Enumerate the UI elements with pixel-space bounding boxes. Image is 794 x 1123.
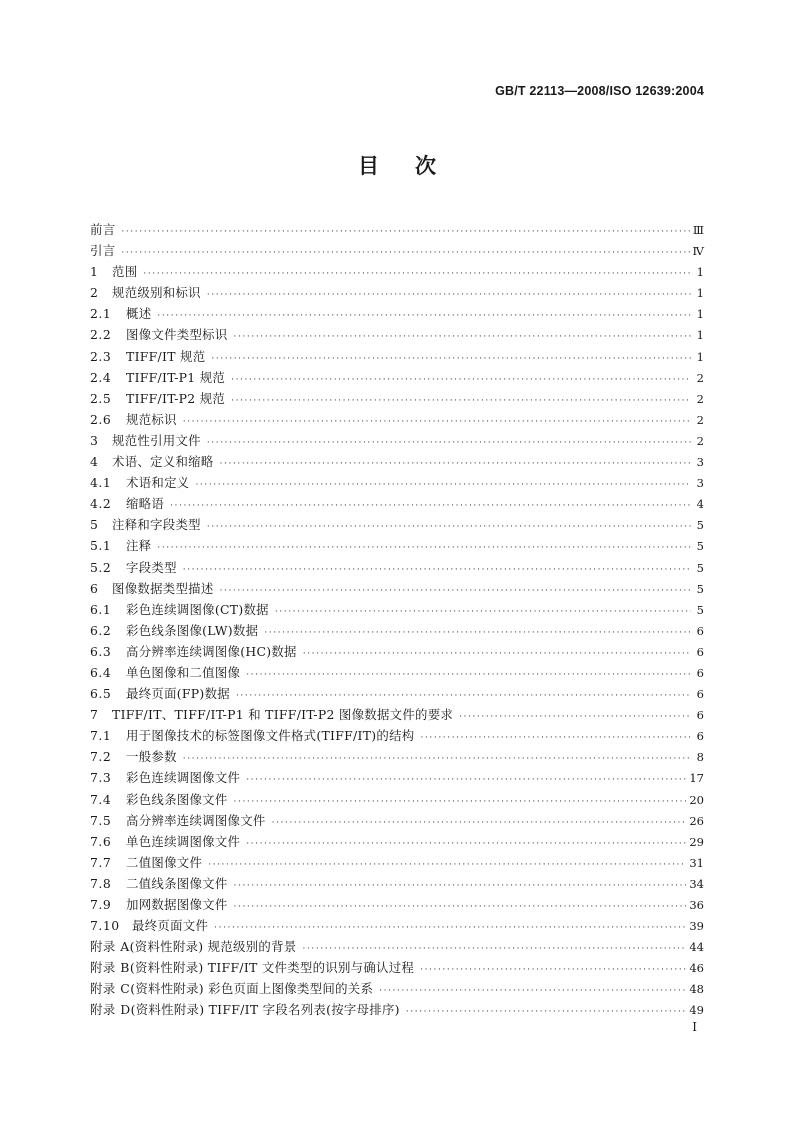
toc-entry-title: 最终页面文件	[132, 918, 209, 934]
toc-leader-dots	[220, 454, 691, 475]
toc-entry-title: 图像文件类型标识	[126, 327, 228, 343]
toc-entry-page: 6	[696, 644, 704, 659]
toc-entry-number: 5.2	[90, 559, 112, 575]
toc-entry	[90, 725, 704, 746]
toc-entry-number: 3	[90, 432, 99, 448]
toc-entry	[90, 957, 704, 978]
toc-leader-dots	[421, 728, 692, 749]
toc-entry-title: (资料性附录) TIFF/IT 字段名列表(按字母排序)	[130, 1002, 400, 1018]
toc-leader-dots	[303, 644, 691, 665]
toc-leader-dots	[275, 602, 691, 623]
toc-leader-dots	[220, 581, 691, 602]
toc-entry-page: Ⅳ	[692, 244, 704, 259]
toc-entry-title: 高分辨率连续调图像(HC)数据	[126, 643, 297, 659]
toc-entry	[90, 557, 704, 578]
toc-entry	[90, 831, 704, 852]
toc-entry	[90, 367, 704, 388]
toc-entry	[90, 346, 704, 367]
toc-entry-title: 彩色线条图像文件	[126, 791, 228, 807]
toc-entry-number: 附录 C	[90, 981, 131, 997]
toc-entry	[90, 535, 704, 556]
toc-entry-number: 4	[90, 454, 99, 470]
toc-leader-dots	[183, 412, 691, 433]
toc-entry-title: 图像数据类型描述	[112, 580, 214, 596]
toc-entry-title: 概述	[126, 306, 152, 322]
toc-entry-number: 6.3	[90, 643, 112, 659]
toc-entry-title: 二值线条图像文件	[126, 875, 228, 891]
toc-entry-number: 7.5	[90, 812, 112, 828]
toc-entry	[90, 472, 704, 493]
toc-entry-page: Ⅲ	[692, 223, 704, 237]
toc-entry	[90, 409, 704, 430]
toc-entry	[90, 641, 704, 662]
toc-entry-title: 规范性引用文件	[112, 432, 201, 448]
toc-entry-number: 7.7	[90, 854, 112, 870]
toc-leader-dots	[234, 792, 687, 813]
toc-entry-number: 2.3	[90, 348, 112, 364]
toc-entry-page: 6	[696, 708, 704, 723]
toc-entry	[90, 388, 704, 409]
toc-entry-number: 附录 B	[90, 960, 130, 976]
toc-entry-page: 29	[689, 834, 704, 849]
toc-entry-number: 7.9	[90, 897, 112, 912]
toc-entry	[90, 219, 704, 240]
toc-entry	[90, 599, 704, 620]
toc-entry-title: 彩色连续调图像(CT)数据	[126, 601, 269, 617]
toc-entry	[90, 430, 704, 451]
toc-leader-dots	[459, 707, 691, 728]
toc-entry-title: 范围	[112, 264, 138, 280]
toc-entry	[90, 662, 704, 683]
toc-entry	[90, 240, 704, 261]
toc-entry-page: 5	[696, 560, 704, 575]
toc-entry-page: 6	[696, 687, 704, 702]
toc-entry-title: 缩略语	[126, 496, 165, 512]
toc-leader-dots	[231, 370, 691, 391]
toc-entry-page: 5	[696, 602, 704, 617]
toc-entry-page: 8	[696, 750, 704, 765]
toc-entry-number: 7.4	[90, 791, 112, 807]
toc-leader-dots	[264, 623, 691, 644]
toc-leader-dots	[157, 538, 691, 559]
toc-entry-page: 31	[689, 855, 704, 870]
toc-entry	[90, 324, 704, 345]
toc-entry	[90, 915, 704, 936]
toc-entry-page: 5	[696, 581, 704, 596]
toc-entry-page: 1	[696, 286, 704, 301]
toc-entry-number: 6.4	[90, 664, 112, 680]
toc-entry-number: 7.3	[90, 770, 112, 786]
toc-entry	[90, 789, 704, 810]
toc-entry-title: 最终页面(FP)数据	[126, 686, 230, 702]
toc-entry	[90, 873, 704, 894]
toc-entry-number: 2	[90, 285, 99, 301]
toc-entry	[90, 894, 704, 915]
toc-leader-dots	[207, 433, 691, 454]
toc-leader-dots	[183, 749, 691, 770]
toc-entry-number: 6.1	[90, 601, 112, 617]
toc-entry	[90, 978, 704, 999]
toc-entry	[90, 810, 704, 831]
toc-leader-dots	[234, 876, 687, 897]
toc-entry-page: 1	[696, 349, 704, 364]
toc-entry-number: 7.6	[90, 833, 112, 849]
toc-entry-page: 1	[696, 328, 704, 343]
toc-entry-number: 2.2	[90, 327, 112, 343]
toc-entry-title: 规范级别和标识	[112, 285, 201, 301]
toc-entry-page: 3	[696, 476, 704, 491]
toc-entry-page: 26	[689, 813, 704, 828]
toc-entry-title: (资料性附录) 彩色页面上图像类型间的关系	[130, 981, 374, 997]
toc-entry-page: 3	[696, 455, 704, 470]
toc-leader-dots	[379, 981, 686, 1002]
toc-leader-dots	[157, 306, 691, 327]
toc-entry	[90, 493, 704, 514]
toc-leader-dots	[121, 222, 690, 243]
toc-entry-title: 规范标识	[126, 411, 177, 427]
toc-entry-title: 术语、定义和缩略	[112, 454, 214, 470]
toc-entry	[90, 620, 704, 641]
toc-entry-title: 加网数据图像文件	[126, 897, 228, 912]
toc-entry-page: 36	[689, 898, 704, 912]
toc-leader-dots	[183, 560, 691, 581]
toc-entry-number: 4.2	[90, 496, 112, 512]
toc-entry-page: 1	[696, 307, 704, 322]
toc-leader-dots	[211, 349, 691, 370]
toc-entry-title: 注释	[126, 538, 152, 554]
toc-entry-title: 彩色连续调图像文件	[126, 770, 241, 786]
toc-entry-title: TIFF/IT、TIFF/IT-P1 和 TIFF/IT-P2 图像数据文件的要求	[112, 707, 454, 723]
toc-entry-number: 5	[90, 517, 99, 533]
toc-entry-title: 一般参数	[126, 749, 177, 765]
toc-entry-page: 2	[696, 391, 704, 406]
toc-entry-title: 前言	[90, 222, 116, 237]
toc-entry	[90, 303, 704, 324]
toc-entry-number: 7.10	[90, 918, 120, 934]
toc-entry	[90, 282, 704, 303]
toc-entry-page: 48	[689, 982, 704, 997]
toc-entry-number: 1	[90, 264, 99, 280]
toc-entry-page: 39	[689, 919, 704, 934]
toc-entry-title: 彩色线条图像(LW)数据	[126, 622, 259, 638]
table-of-contents	[90, 219, 704, 1021]
toc-entry	[90, 999, 704, 1020]
toc-entry-title: 单色图像和二值图像	[126, 664, 241, 680]
toc-entry-title: 注释和字段类型	[112, 517, 201, 533]
toc-entry	[90, 746, 704, 767]
toc-leader-dots	[121, 243, 689, 264]
toc-entry-page: 5	[696, 518, 704, 533]
toc-entry	[90, 261, 704, 282]
toc-entry-page: 2	[696, 370, 704, 385]
toc-entry-page: 20	[689, 792, 704, 807]
toc-entry-page: 1	[696, 265, 704, 280]
toc-entry-page: 46	[689, 961, 704, 976]
toc-leader-dots	[246, 665, 691, 686]
toc-entry-title: TIFF/IT 规范	[126, 348, 206, 364]
toc-entry-page: 6	[696, 623, 704, 638]
toc-entry-page: 6	[696, 665, 704, 680]
toc-leader-dots	[246, 834, 686, 855]
toc-entry-title: TIFF/IT-P2 规范	[126, 390, 226, 406]
toc-entry-title: 字段类型	[126, 559, 177, 575]
toc-entry	[90, 451, 704, 472]
toc-entry-title: 单色连续调图像文件	[126, 833, 241, 849]
toc-entry-title: 二值图像文件	[126, 854, 203, 870]
toc-leader-dots	[231, 391, 691, 412]
toc-entry-number: 7	[90, 707, 99, 723]
toc-entry-title: 术语和定义	[126, 475, 190, 491]
toc-entry-number: 5.1	[90, 538, 112, 554]
toc-entry-number: 4.1	[90, 475, 112, 491]
toc-entry-number: 2.1	[90, 306, 112, 322]
toc-entry-title: (资料性附录) 规范级别的背景	[129, 939, 297, 955]
toc-entry-number: 2.4	[90, 369, 112, 385]
page-number: I	[692, 1020, 697, 1034]
toc-entry	[90, 683, 704, 704]
toc-entry-number: 6.2	[90, 622, 112, 638]
toc-entry-number: 6.5	[90, 686, 112, 702]
page-title: 目次	[358, 154, 472, 178]
toc-leader-dots	[234, 897, 687, 918]
toc-leader-dots	[207, 285, 691, 306]
toc-entry	[90, 767, 704, 788]
toc-entry	[90, 936, 704, 957]
toc-entry	[90, 578, 704, 599]
toc-leader-dots	[207, 517, 691, 538]
toc-entry-page: 5	[696, 539, 704, 554]
toc-entry	[90, 514, 704, 535]
toc-leader-dots	[195, 475, 691, 496]
toc-entry-page: 44	[689, 940, 704, 955]
toc-entry-number: 6	[90, 580, 99, 596]
toc-entry-number: 2.5	[90, 390, 112, 406]
toc-entry-page: 2	[696, 433, 704, 448]
toc-leader-dots	[246, 770, 686, 791]
toc-entry-page: 2	[696, 412, 704, 427]
standard-code: GB/T 22113—2008/ISO 12639:2004	[495, 84, 704, 98]
toc-entry-number: 7.1	[90, 728, 112, 744]
toc-entry-title: 引言	[90, 243, 116, 259]
toc-entry-number: 附录 A	[90, 939, 130, 955]
toc-entry-title: TIFF/IT-P1 规范	[126, 369, 226, 385]
toc-entry	[90, 704, 704, 725]
toc-leader-dots	[170, 496, 691, 517]
toc-entry-page: 17	[689, 771, 704, 786]
toc-leader-dots	[406, 1002, 687, 1023]
toc-entry-number: 附录 D	[90, 1002, 131, 1018]
toc-leader-dots	[208, 855, 686, 876]
toc-entry-page: 49	[689, 1003, 704, 1018]
toc-entry-title: 高分辨率连续调图像文件	[126, 812, 266, 828]
toc-entry-number: 7.8	[90, 875, 112, 891]
toc-entry-page: 34	[689, 876, 704, 891]
toc-entry-title: 用于图像技术的标签图像文件格式(TIFF/IT)的结构	[126, 728, 415, 744]
toc-leader-dots	[420, 960, 686, 981]
toc-entry-number: 7.2	[90, 749, 112, 765]
toc-entry-title: (资料性附录) TIFF/IT 文件类型的识别与确认过程	[129, 960, 415, 976]
toc-entry-page: 6	[696, 729, 704, 744]
toc-leader-dots	[234, 327, 691, 348]
toc-leader-dots	[272, 813, 687, 834]
toc-entry	[90, 852, 704, 873]
toc-entry-page: 4	[696, 497, 704, 512]
toc-entry-number: 2.6	[90, 411, 112, 427]
toc-leader-dots	[143, 264, 691, 285]
